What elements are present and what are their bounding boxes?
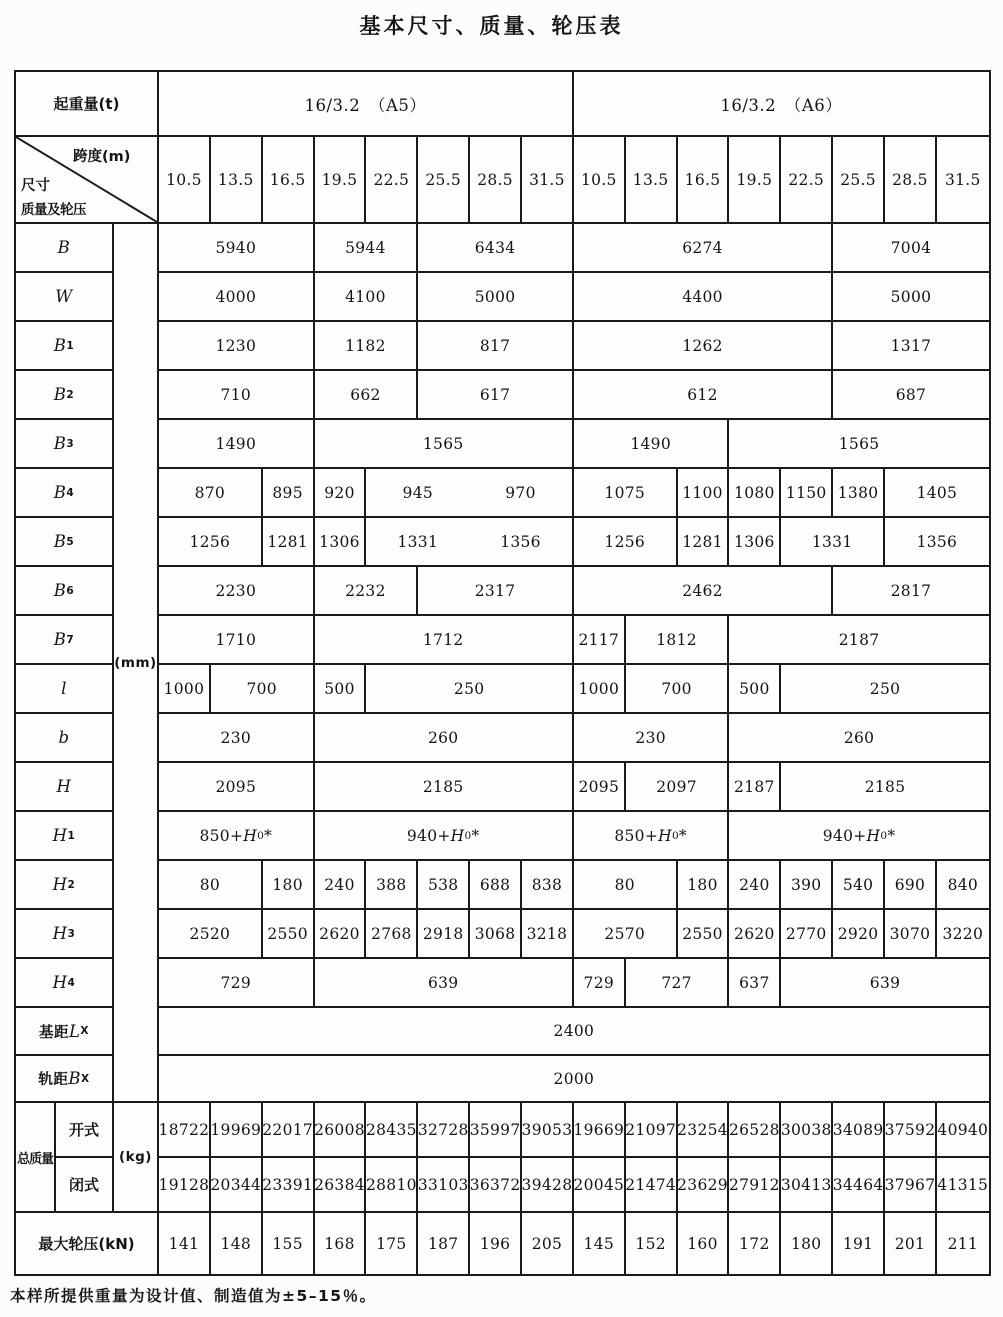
value-cell: 2187 — [729, 763, 781, 812]
group-header-cell: 16/3.2 （A6） — [574, 72, 989, 137]
value-cell: 152 — [626, 1213, 678, 1274]
value-cell: 700 — [211, 665, 315, 714]
mass-type-label-cell: 开式 — [56, 1103, 114, 1158]
value-cell: 2550 — [263, 910, 315, 959]
value-cell: 1356 — [885, 518, 989, 567]
value-cell: 895 — [263, 469, 315, 518]
value-cell: 538 — [418, 861, 470, 910]
value-cell: 1565 — [729, 420, 988, 469]
value-cell: 612 — [574, 371, 833, 420]
row-label-cell: H 4 — [16, 959, 114, 1008]
value-cell: 1306 — [729, 518, 781, 567]
value-cell: 2520 — [159, 910, 263, 959]
value-cell: 838 — [522, 861, 574, 910]
value-cell: 2462 — [574, 567, 833, 616]
value-cell: 388 — [366, 861, 418, 910]
span-header-cell: 10.5 — [574, 137, 626, 224]
footnote: 本样所提供重量为设计值、制造值为±5–15％。 — [10, 1287, 377, 1305]
value-cell: 20045 — [574, 1158, 626, 1213]
value-cell: 180 — [678, 861, 730, 910]
value-cell: 1000 — [159, 665, 211, 714]
row-label-cell: B 6 — [16, 567, 114, 616]
value-cell: 175 — [366, 1213, 418, 1274]
value-cell: 37592 — [885, 1103, 937, 1158]
mass-group-label-cell: 总质量 — [16, 1103, 56, 1213]
value-cell: 230 — [574, 714, 730, 763]
span-header-cell: 13.5 — [211, 137, 263, 224]
span-header-cell: 19.5 — [315, 137, 367, 224]
value-cell: 850+ H 0 * — [159, 812, 315, 861]
value-cell: 390 — [781, 861, 833, 910]
span-header-cell: 13.5 — [626, 137, 678, 224]
value: 1331 — [397, 532, 439, 551]
mass-type-label-cell: 闭式 — [56, 1158, 114, 1213]
row-label-cell: B — [16, 224, 114, 273]
value-cell: 201 — [885, 1213, 937, 1274]
value-cell: 145 — [574, 1213, 626, 1274]
row-label-cell: B 3 — [16, 420, 114, 469]
value-cell: 33103 — [418, 1158, 470, 1213]
mass-unit-cell: (kg) — [114, 1103, 159, 1213]
span-header-cell: 10.5 — [159, 137, 211, 224]
value-cell: 6434 — [418, 224, 574, 273]
value-cell: 155 — [263, 1213, 315, 1274]
value: 1356 — [500, 532, 541, 551]
span-header-cell: 31.5 — [522, 137, 574, 224]
value-cell: 172 — [729, 1213, 781, 1274]
value-cell: 21474 — [626, 1158, 678, 1213]
value-cell: 2117 — [574, 616, 626, 665]
value-cell: 1380 — [833, 469, 885, 518]
value-cell: 23391 — [263, 1158, 315, 1213]
value-cell: 230 — [159, 714, 315, 763]
value-cell: 28810 — [366, 1158, 418, 1213]
value-cell: 5000 — [418, 273, 574, 322]
page-title: 基本尺寸、质量、轮压表 — [359, 14, 624, 38]
diagonal-mass-label: 质量及轮压 — [21, 202, 86, 218]
row-label-cell: H 1 — [16, 812, 114, 861]
value-cell: 2620 — [729, 910, 781, 959]
value-cell: 20344 — [211, 1158, 263, 1213]
value-cell: 500 — [729, 665, 781, 714]
value-cell: 26528 — [729, 1103, 781, 1158]
value-cell: 1317 — [833, 322, 989, 371]
value-cell: 250 — [781, 665, 988, 714]
value-cell: 662 — [315, 371, 419, 420]
span-header-cell: 16.5 — [263, 137, 315, 224]
value-cell: 148 — [211, 1213, 263, 1274]
value-cell: 250 — [366, 665, 573, 714]
value-cell: 7004 — [833, 224, 989, 273]
diagonal-header-cell — [16, 137, 159, 224]
value-cell: 240 — [729, 861, 781, 910]
value-cell: 191 — [833, 1213, 885, 1274]
value-cell: 26008 — [315, 1103, 367, 1158]
value-cell: 5940 — [159, 224, 315, 273]
value-cell: 41315 — [937, 1158, 989, 1213]
value-cell: 639 — [315, 959, 574, 1008]
row-label-cell: B 5 — [16, 518, 114, 567]
span-header-cell: 22.5 — [781, 137, 833, 224]
value-cell: 617 — [418, 371, 574, 420]
value-cell: 637 — [729, 959, 781, 1008]
value-cell: 850+ H 0 * — [574, 812, 730, 861]
value-cell: 30038 — [781, 1103, 833, 1158]
value-cell: 1256 — [574, 518, 678, 567]
value-cell: 168 — [315, 1213, 367, 1274]
value-cell: 840 — [937, 861, 989, 910]
value-cell: 710 — [159, 371, 315, 420]
value-cell: 141 — [159, 1213, 211, 1274]
value-cell: 2000 — [159, 1056, 989, 1103]
value-cell: 817 — [418, 322, 574, 371]
value-cell: 5000 — [833, 273, 989, 322]
value-cell: 1281 — [678, 518, 730, 567]
row-label-cell: b — [16, 714, 114, 763]
value-cell: 1812 — [626, 616, 730, 665]
value-cell: 5944 — [315, 224, 419, 273]
dimension-unit-cell: (mm) — [114, 224, 159, 1103]
value-cell: 1565 — [315, 420, 574, 469]
value-cell: 1710 — [159, 616, 315, 665]
value-cell — [366, 518, 573, 567]
value-cell: 205 — [522, 1213, 574, 1274]
value-cell: 3068 — [470, 910, 522, 959]
value-cell: 39428 — [522, 1158, 574, 1213]
value-cell: 2230 — [159, 567, 315, 616]
value-cell: 21097 — [626, 1103, 678, 1158]
row-label-cell: H 2 — [16, 861, 114, 910]
value-cell: 2920 — [833, 910, 885, 959]
value-cell: 639 — [781, 959, 988, 1008]
value-cell: 27912 — [729, 1158, 781, 1213]
value-cell: 2550 — [678, 910, 730, 959]
value-cell: 1281 — [263, 518, 315, 567]
value-cell: 4400 — [574, 273, 833, 322]
value-cell: 187 — [418, 1213, 470, 1274]
spec-table — [14, 70, 991, 1276]
span-header-cell: 19.5 — [729, 137, 781, 224]
value-cell: 688 — [470, 861, 522, 910]
value-cell: 729 — [159, 959, 315, 1008]
span-header-cell: 25.5 — [833, 137, 885, 224]
value-cell: 2095 — [574, 763, 626, 812]
value-cell: 2185 — [781, 763, 988, 812]
value: 970 — [505, 483, 536, 502]
value-cell: 23629 — [678, 1158, 730, 1213]
value-cell: 690 — [885, 861, 937, 910]
value-cell: 211 — [947, 1234, 979, 1253]
value-cell: 80 — [159, 861, 263, 910]
value-cell: 240 — [315, 861, 367, 910]
row-label-cell: 轨距 B X — [16, 1056, 114, 1103]
value-cell: 180 — [263, 861, 315, 910]
value-cell: 540 — [833, 861, 885, 910]
value-cell: 1262 — [574, 322, 833, 371]
value-cell: 4000 — [159, 273, 315, 322]
value-cell: 2097 — [626, 763, 730, 812]
value-cell: 2317 — [418, 567, 574, 616]
value-cell: 2918 — [418, 910, 470, 959]
value-cell: 1230 — [159, 322, 315, 371]
row-label-cell: H — [16, 763, 114, 812]
value-cell: 80 — [574, 861, 678, 910]
value-cell: 3070 — [885, 910, 937, 959]
value-cell: 687 — [833, 371, 989, 420]
value-cell: 260 — [729, 714, 988, 763]
value-cell: 30413 — [781, 1158, 833, 1213]
value-cell: 920 — [315, 469, 367, 518]
span-header-cell: 22.5 — [366, 137, 418, 224]
value-cell: 1100 — [678, 469, 730, 518]
span-header-cell: 28.5 — [470, 137, 522, 224]
value-cell — [366, 469, 573, 518]
value-cell: 22017 — [263, 1103, 315, 1158]
value-cell: 19969 — [211, 1103, 263, 1158]
value-cell: 729 — [574, 959, 626, 1008]
row-label-cell: W — [16, 273, 114, 322]
value-cell: 727 — [626, 959, 730, 1008]
value-cell: 1490 — [574, 420, 730, 469]
value-cell: 32728 — [418, 1103, 470, 1158]
value-cell: 2770 — [781, 910, 833, 959]
value-cell: 2185 — [315, 763, 574, 812]
value-cell: 1712 — [315, 616, 574, 665]
value-cell: 4100 — [315, 273, 419, 322]
value-cell: 1182 — [315, 322, 419, 371]
value-cell: 940+ H 0 * — [315, 812, 574, 861]
span-header-cell: 25.5 — [418, 137, 470, 224]
value-cell: 260 — [315, 714, 574, 763]
value-cell: 1306 — [315, 518, 367, 567]
value-cell: 2232 — [315, 567, 419, 616]
value-cell: 1150 — [781, 469, 833, 518]
wheel-pressure-label-cell: 最大轮压(kN) — [16, 1213, 159, 1274]
value-cell: 1000 — [574, 665, 626, 714]
value-cell: 3218 — [522, 910, 574, 959]
value-cell: 28435 — [366, 1103, 418, 1158]
value-cell: 700 — [626, 665, 730, 714]
value-cell: 36372 — [470, 1158, 522, 1213]
value-cell: 37967 — [885, 1158, 937, 1213]
value-cell: 196 — [470, 1213, 522, 1274]
value-cell: 3220 — [937, 910, 989, 959]
value-cell: 34464 — [833, 1158, 885, 1213]
span-header-cell: 31.5 — [937, 137, 989, 224]
row-label-cell: H 3 — [16, 910, 114, 959]
value-cell: 1331 — [781, 518, 885, 567]
value-cell: 2570 — [574, 910, 678, 959]
value-cell: 6274 — [574, 224, 833, 273]
row-label-cell: B 2 — [16, 371, 114, 420]
value-cell: 19128 — [159, 1158, 211, 1213]
row-label-cell: B 4 — [16, 469, 114, 518]
row-label-cell: 基距 L X — [16, 1008, 114, 1056]
value-cell: 870 — [159, 469, 263, 518]
value-cell: 940+ H 0 * — [729, 812, 988, 861]
value-cell: 26384 — [315, 1158, 367, 1213]
value-cell: 2620 — [315, 910, 367, 959]
row-label-cell: B 7 — [16, 616, 114, 665]
span-header-cell: 16.5 — [678, 137, 730, 224]
diagonal-size-label: 尺寸 — [21, 178, 50, 194]
value-cell: 2817 — [833, 567, 989, 616]
value-cell: 2768 — [366, 910, 418, 959]
value-cell: 40940 — [937, 1103, 989, 1158]
row-label-cell: B 1 — [16, 322, 114, 371]
value-cell: 500 — [315, 665, 367, 714]
value-cell: 2187 — [729, 616, 988, 665]
value-cell: 1405 — [885, 469, 989, 518]
value-cell: 160 — [678, 1213, 730, 1274]
value-cell: 180 — [781, 1213, 833, 1274]
value-cell: 19669 — [574, 1103, 626, 1158]
value-cell: 35997 — [470, 1103, 522, 1158]
capacity-header-cell: 起重量(t) — [16, 72, 159, 137]
group-header-cell: 16/3.2 （A5） — [159, 72, 574, 137]
value-cell: 23254 — [678, 1103, 730, 1158]
value-cell: 2400 — [159, 1008, 989, 1056]
value-cell: 39053 — [522, 1103, 574, 1158]
value-cell: 1256 — [159, 518, 263, 567]
span-header-cell: 28.5 — [885, 137, 937, 224]
diagonal-span-label: 跨度(m) — [73, 149, 131, 165]
value-cell: 34089 — [833, 1103, 885, 1158]
value-cell: 1080 — [729, 469, 781, 518]
value-cell: 1075 — [574, 469, 678, 518]
row-label-cell: l — [16, 665, 114, 714]
value-cell: 2095 — [159, 763, 315, 812]
value-cell: 1490 — [159, 420, 315, 469]
value: 945 — [402, 483, 434, 502]
value-cell: 18722 — [159, 1103, 211, 1158]
